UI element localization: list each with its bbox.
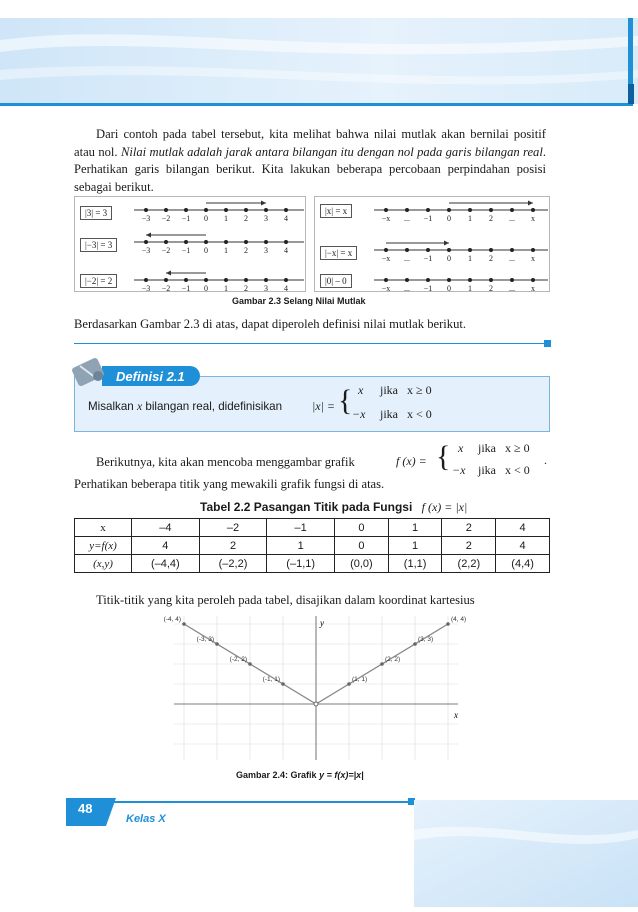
table-cell: (–4,4) [132,555,200,573]
number-line-dot [405,248,409,252]
number-line-dot [184,278,188,282]
footer-band [414,800,638,907]
table-cell: –1 [267,519,335,537]
divider-dot [544,340,551,347]
y-axis-label: y [320,618,324,628]
number-line-dot [164,208,168,212]
number-line-dot [224,240,228,244]
after-figure-text: Berdasarkan Gambar 2.3 di atas, dapat diperoleh definisi nilai mutlak berikut. [74,317,467,331]
definition-text-b: bilangan real, didefinisikan [145,400,283,413]
figure-2-3-caption: Gambar 2.3 Selang Nilai Mutlak [232,296,366,306]
number-line-tick-label: −3 [141,246,151,255]
number-line-dot [384,248,388,252]
number-line-tick-label: 3 [264,246,268,255]
graph-point [215,642,219,646]
abs-graph [163,612,467,764]
graph-caption-a: Gambar 2.4: Grafik [236,770,317,780]
table-cell: 2 [442,537,496,555]
abs-label-5: |−x| = x [320,246,357,260]
number-line-dot [468,208,472,212]
number-line-dot [426,248,430,252]
number-line-tick-label: 1 [224,284,228,293]
number-line-tick-label: −3 [141,214,151,223]
graph-point-label: (3, 3) [418,636,434,643]
number-line-dot [164,278,168,282]
number-line-dot [405,278,409,282]
number-line-dot [264,240,268,244]
number-line-dot [489,278,493,282]
number-line-tick-label: −3 [141,284,151,293]
table-cell: –4 [132,519,200,537]
number-line-tick-label: 1 [224,214,228,223]
number-line-tick-label: −2 [161,214,171,223]
number-line-dot [426,208,430,212]
number-line-tick-label: 0 [204,284,208,293]
number-line-tick-label: −1 [423,284,433,293]
shift-arrow-head [528,201,533,206]
number-line-tick-label: 1 [468,284,472,293]
abs-graph-svg [163,612,467,764]
graph-intro-case2-cond: jika x < 0 [478,463,530,477]
number-line-dot [224,278,228,282]
graph-point [281,682,285,686]
header-decoration [0,0,638,112]
table-cell: (1,1) [388,555,442,573]
graph-point-label: (-4, 4) [163,616,181,623]
number-line-tick-label: ... [404,214,410,223]
number-line-tick-label: 0 [447,284,451,293]
number-line-tick-label: −1 [181,214,191,223]
number-line-tick-label: 0 [447,254,451,263]
number-line-tick-label: −2 [161,284,171,293]
number-line-dot [264,208,268,212]
table-cell: 1 [388,537,442,555]
definition-text [88,400,282,413]
number-line-tick-label: −1 [181,284,191,293]
graph-point [248,662,252,666]
number-line-tick-label: 1 [468,214,472,223]
abs-label-6: |0| – 0 [320,274,352,288]
definition-case2-val: −x [352,407,366,421]
number-line-dot [447,248,451,252]
number-line-tick-label: 2 [489,284,493,293]
table-title [200,500,467,515]
table-cell: –2 [199,519,267,537]
graph-intro-text: Berikutnya, kita akan mencoba menggambar grafik [96,455,355,469]
number-line-tick-label: 0 [204,246,208,255]
number-line-dot [384,208,388,212]
table-cell: (4,4) [496,555,550,573]
table-cell: (–2,2) [199,555,267,573]
shift-arrow-head [166,271,171,276]
table-row [75,537,550,555]
number-line-tick-label: 2 [489,254,493,263]
table-cell: y=f(x) [75,537,132,555]
graph-point-label: (2, 2) [385,656,401,663]
table-cell: 4 [496,537,550,555]
number-line-tick-label: 4 [284,284,288,293]
number-line-dot [204,278,208,282]
number-line-dot [244,278,248,282]
number-line-dot [489,208,493,212]
graph-point-label: (-1, 1) [262,676,280,683]
number-line-dot [447,278,451,282]
abs-label-4: |x| = x [320,204,352,218]
definition-case1-val: x [358,383,364,397]
number-line-tick-label: 0 [447,214,451,223]
abs-label-2: |−3| = 3 [80,238,117,252]
definition-icon [72,356,106,386]
table-cell: 1 [388,519,442,537]
number-line-tick-label: 0 [204,214,208,223]
number-line-tick-label: 1 [468,254,472,263]
number-line-dot [468,248,472,252]
number-line-tick-label: −2 [161,246,171,255]
pairs-table [74,518,550,573]
table-cell: x [75,519,132,537]
number-line-dot [284,240,288,244]
number-line-tick-label: x [531,254,535,263]
number-line-dot [531,278,535,282]
closing-text: Titik-titik yang kita peroleh pada tabel, disajikan dalam koordinat kartesius [96,593,475,607]
graph-intro-case1-cond: jika x ≥ 0 [478,441,530,455]
number-line-dot [204,240,208,244]
graph-point [347,682,351,686]
number-line-tick-label: −x [381,214,391,223]
number-line-dot [531,208,535,212]
number-line-dot [468,278,472,282]
table-cell: 4 [496,519,550,537]
number-line-tick-label: −1 [423,254,433,263]
number-line-dot [184,240,188,244]
table-cell: (x,y) [75,555,132,573]
definition-case2-cond: jika x < 0 [380,407,432,421]
number-line-dot [405,208,409,212]
graph-point-label: (-2, 2) [229,656,247,663]
number-line-dot [144,208,148,212]
table-cell: 0 [335,537,389,555]
intro-italic-text: Nilai mutlak adalah jarak antara bilangan itu dengan nol pada garis bilangan real [120,144,543,159]
number-line-tick-label: 4 [284,214,288,223]
header-band [0,0,638,112]
intro-text: Dari contoh pada tabel tersebut, kita melihat bahwa nilai mutlak akan bernilai positif atau nol. [74,127,546,159]
table-cell: 0 [335,519,389,537]
number-line-tick-label: ... [404,254,410,263]
graph-point [413,642,417,646]
graph-caption-b: y = f(x)=|x| [319,770,364,780]
number-line-tick-label: ... [509,284,515,293]
definition-var: x [136,400,143,413]
number-line-dot [447,208,451,212]
table-cell: (–1,1) [267,555,335,573]
number-line-dot [244,208,248,212]
number-line-dot [284,208,288,212]
number-line-tick-label: 2 [489,214,493,223]
number-line-dot [384,278,388,282]
note-text: Perhatikan beberapa titik yang mewakili grafik fungsi di atas. [74,477,385,491]
graph-caption [236,770,364,780]
number-line-tick-label: 3 [264,214,268,223]
number-line-dot [164,240,168,244]
number-line-tick-label: −x [381,254,391,263]
number-line-tick-label: 2 [244,284,248,293]
graph-point [446,622,450,626]
definition-lhs: |x| = [312,399,336,413]
graph-intro-case1-val: x [458,441,464,455]
number-line-tick-label: −x [381,284,391,293]
table-cell: 2 [442,519,496,537]
graph-intro-dot: . [544,453,547,467]
number-line-tick-label: x [531,214,535,223]
graph-point-label: (-3, 3) [196,636,214,643]
number-line-dot [244,240,248,244]
number-line-dot [284,278,288,282]
graph-intro-brace: { [436,440,451,473]
number-line-dot [531,248,535,252]
abs-label-1: |3| = 3 [80,206,112,220]
origin-point [314,702,318,706]
number-line-tick-label: 4 [284,246,288,255]
graph-point-label: (4, 4) [451,616,467,623]
number-line-tick-label: 2 [244,246,248,255]
number-line-dot [489,248,493,252]
number-line-dot [510,248,514,252]
table-title-fx: f (x) = |x| [421,500,468,514]
number-line-dot [144,278,148,282]
table-cell: (0,0) [335,555,389,573]
number-line-tick-label: 3 [264,284,268,293]
definition-text-a: Misalkan [88,400,134,413]
number-line-tick-label: −1 [423,214,433,223]
number-line-tick-label: 1 [224,246,228,255]
shift-arrow-head [146,233,151,238]
footer-line [112,801,412,803]
number-line-dot [264,278,268,282]
shift-arrow-head [444,241,449,246]
number-line-dot [426,278,430,282]
number-line-dot [144,240,148,244]
number-line-dot [510,278,514,282]
graph-point [380,662,384,666]
number-line-dot [224,208,228,212]
intro-rest-text: . Perhatikan garis bilangan berikut. Kita lakukan beberapa percobaan perpindahan posisi sebagai berikut. [74,144,546,194]
number-line-dot [510,208,514,212]
graph-intro-lhs: f (x) = [396,454,427,468]
section-divider [74,343,550,344]
definition-title: Definisi 2.1 [116,369,185,384]
number-line-tick-label: x [531,284,535,293]
number-line-tick-label: ... [509,214,515,223]
number-line-tick-label: −1 [181,246,191,255]
page-number: 48 [78,801,93,816]
number-line-tick-label: 2 [244,214,248,223]
number-line-tick-label: ... [509,254,515,263]
table-cell: 4 [132,537,200,555]
table-row [75,519,550,537]
x-axis-label: x [454,710,458,720]
intro-paragraph [74,126,546,196]
table-title-text: Tabel 2.2 Pasangan Titik pada Fungsi [200,500,413,514]
shift-arrow-head [261,201,266,206]
book-title: Kelas X [126,813,166,825]
definition-case1-cond: jika x ≥ 0 [380,383,432,397]
graph-intro-case2-val: −x [452,463,466,477]
table-cell: (2,2) [442,555,496,573]
table-cell: 2 [199,537,267,555]
number-line-dot [204,208,208,212]
definition-brace: { [338,384,353,417]
graph-point [182,622,186,626]
graph-point-label: (1, 1) [352,676,368,683]
table-row [75,555,550,573]
number-line-dot [184,208,188,212]
table-cell: 1 [267,537,335,555]
figure-2-3 [74,196,550,292]
number-line-tick-label: ... [404,284,410,293]
abs-label-3: |−2| = 2 [80,274,117,288]
number-lines [74,196,550,292]
